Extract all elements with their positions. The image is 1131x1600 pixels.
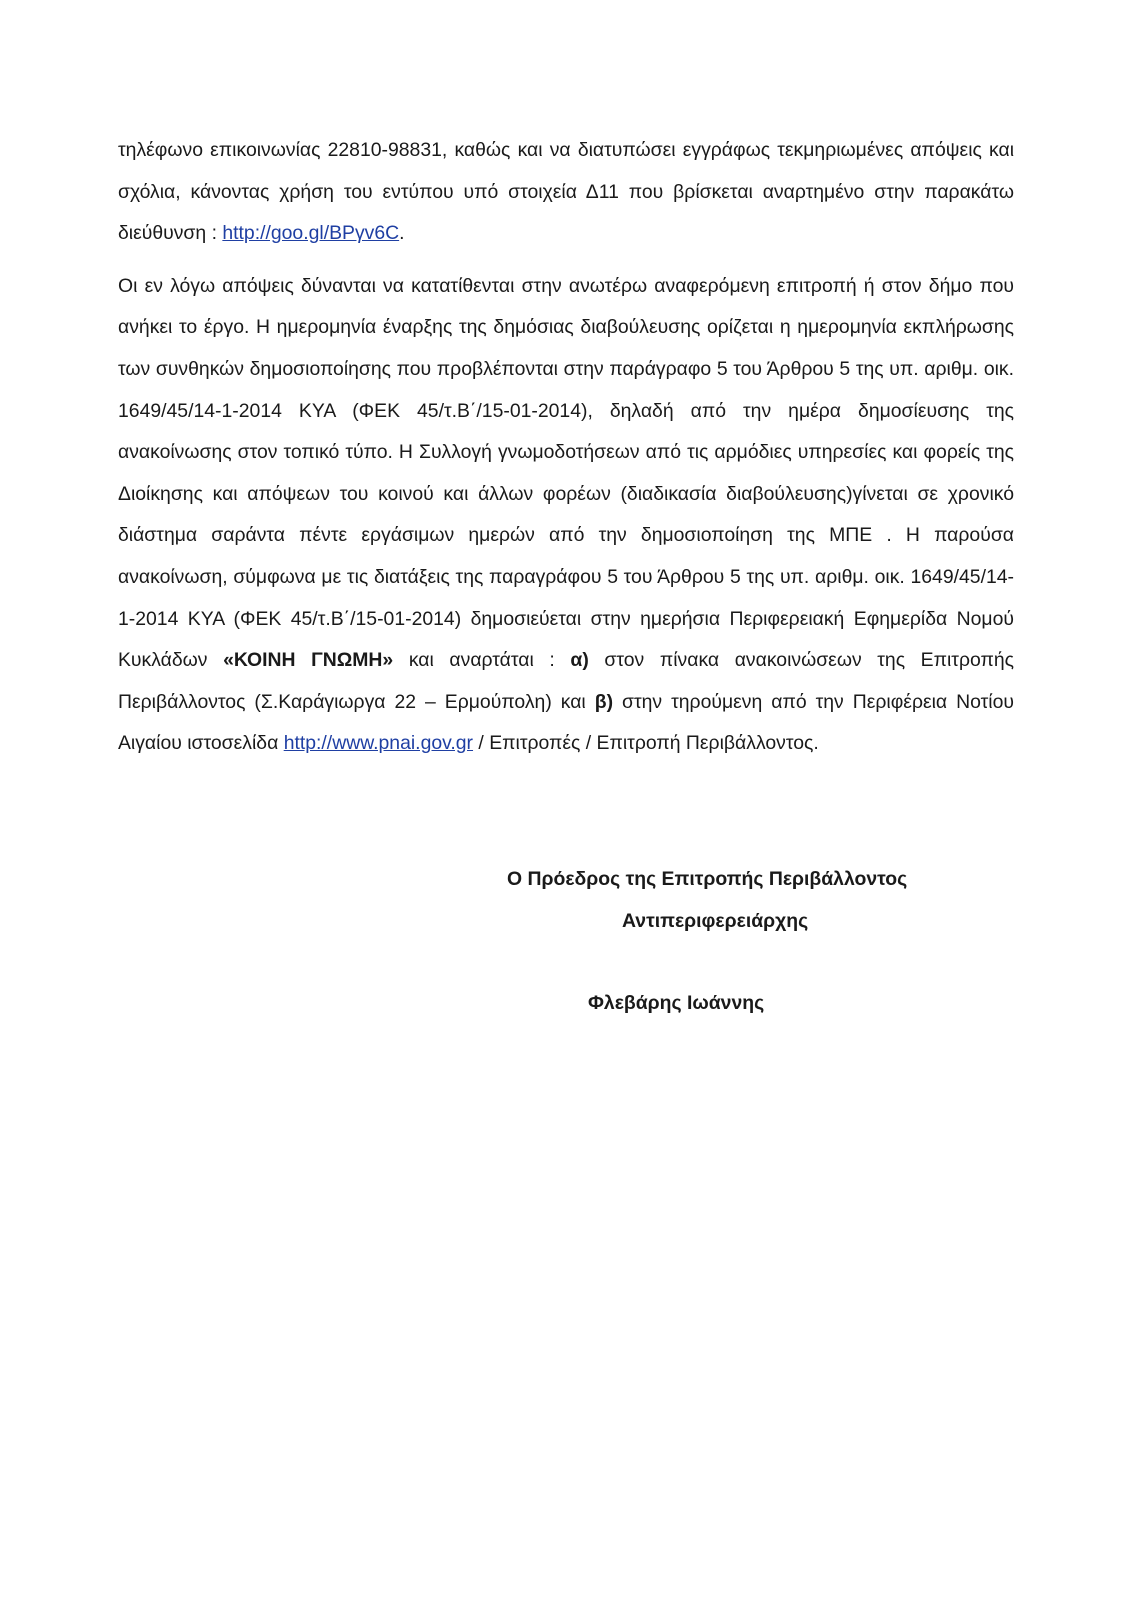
signature-name: Φλεβάρης Ιωάννης xyxy=(588,992,765,1014)
signature-title: Ο Πρόεδρος της Επιτροπής Περιβάλλοντος xyxy=(507,868,908,890)
paragraph-consultation-text: Οι εν λόγω απόψεις δύνανται να κατατίθενται στην ανωτέρω αναφερόμενη επιτροπή ή στον δήμο που ανήκει το έργο. Η ημερομηνία έναρξης της δημόσιας διαβούλευσης ορίζεται η ημερομηνία εκπλήρωσης των συνθηκών δημοσιοποίησης που προβλέπονται στην παράγραφο 5 του Άρθρου 5 της υπ. αριθμ. οικ. 1649/45/14-1-2014 ΚΥΑ (ΦΕΚ 45/τ.Β΄/15-01-2014), δηλαδή από την ημέρα δημοσίευσης της ανακοίνωσης στον τοπικό τύπο. Η Συλλογή γνωμοδοτήσεων από τις αρμόδιες υπηρεσίες και φορείς της Διοίκησης και απόψεων του κοινού και άλλων φορέων (διαδικασία διαβούλευσης)γίνεται σε χρονικό διάστημα σαράντα πέντε εργάσιμων ημερών από την δημοσιοποίηση της ΜΠΕ . Η παρούσα ανακοίνωση, σύμφωνα με τις διατάξεις της παραγράφου 5 του Άρθρου 5 της υπ. αριθμ. οικ. 1649/45/14-1-2014 ΚΥΑ (ΦΕΚ 45/τ.Β΄/15-01-2014) δημοσιεύεται στην ημερήσια Περιφερειακή Εφημερίδα Νομού Κυκλάδων xyxy=(118,274,1014,672)
item-marker-b: β) xyxy=(594,690,614,713)
paragraph-consultation-text-2: και αναρτάται : xyxy=(393,649,571,672)
paragraph-consultation-text-4: στην τηρούμενη από την Περιφέρεια Νοτίου Αιγαίου ιστοσελίδα xyxy=(118,690,1014,755)
website-link[interactable]: http://www.pnai.gov.gr xyxy=(283,732,474,755)
form-link[interactable]: http://goo.gl/BPγv6C xyxy=(222,222,400,245)
item-marker-a: α) xyxy=(570,649,589,672)
paragraph-consultation xyxy=(118,266,1014,765)
paragraph-contact-text: τηλέφωνο επικοινωνίας 22810-98831, καθώς και να διατυπώσει εγγράφως τεκμηριωμένες απόψεις και σχόλια, κάνοντας χρήση του εντύπου υπό στοιχεία Δ11 που βρίσκεται αναρτημένο στην παρακάτω διεύθυνση : xyxy=(118,139,1014,245)
signature-role: Αντιπεριφερειάρχης xyxy=(622,910,809,932)
announcement-body xyxy=(118,130,1014,765)
paragraph-consultation-text-3: στον πίνακα ανακοινώσεων της Επιτροπής Περιβάλλοντος (Σ.Καράγιωργα 22 – Ερμούπολη) και xyxy=(118,649,1014,713)
paragraph-contact-end: . xyxy=(399,222,405,245)
paragraph-consultation-text-5: / Επιτροπές / Επιτροπή Περιβάλλοντος. xyxy=(473,732,819,755)
newspaper-name: «ΚΟΙΝΗ ΓΝΩΜΗ» xyxy=(223,649,394,672)
paragraph-contact xyxy=(118,130,1014,255)
